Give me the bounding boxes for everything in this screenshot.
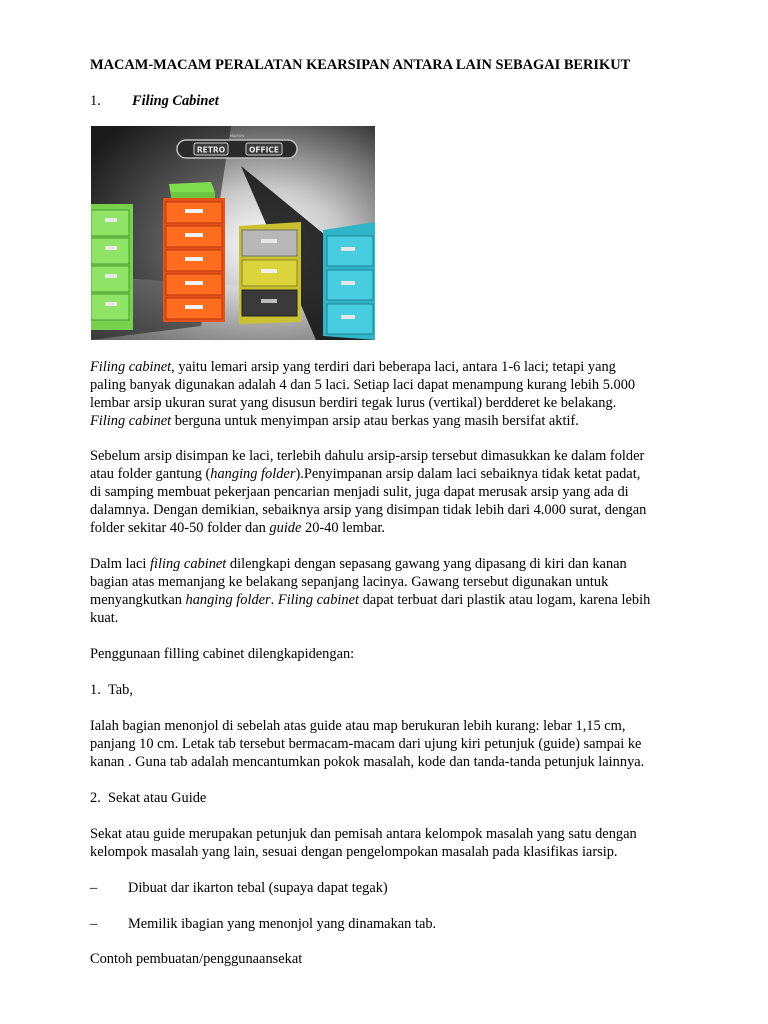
paragraph-line: paling banyak digunakan adalah 4 dan 5 laci. Setiap laci dapat menampung kurang lebih 5.000	[90, 377, 636, 393]
yellow-cabinet	[239, 222, 301, 324]
italic-term: Filing cabinet	[90, 413, 172, 429]
green-cabinet	[91, 204, 133, 330]
paragraph-line: panjang 10 cm. Letak tab tersebut bermacam-macam dari ujung kiri petunjuk (guide) sampai ke	[90, 736, 642, 752]
italic-term: filing cabinet	[149, 556, 227, 572]
paragraph-filing-cabinet-definition	[90, 358, 635, 430]
italic-term: guide	[269, 520, 302, 536]
paragraph-line: dalamnya. Dengan demikian, sebaiknya arsip yang disimpan tidak lebih dari 4.000 surat, dengan	[90, 502, 647, 518]
paragraph-line	[90, 555, 650, 573]
text-run: berguna untuk menyimpan arsip atau berkas yang masih bersifat aktif.	[171, 413, 579, 429]
paragraph-example-caption: Contoh pembuatan/penggunaansekat	[90, 951, 303, 967]
italic-term: hanging folder	[185, 592, 271, 608]
sign-word-2: OFFICE	[248, 145, 280, 155]
italic-term: Filing cabinet	[277, 592, 360, 608]
paragraph-usage-intro: Penggunaan filling cabinet dilengkapidengan:	[90, 646, 355, 662]
paragraph-line	[90, 591, 650, 609]
text-run: dapat terbuat dari plastik atau logam, karena lebih	[359, 592, 651, 608]
paragraph-line: Sebelum arsip disimpan ke laci, terlebih dahulu arsip-arsip tersebut dimasukkan ke dalam folder	[90, 448, 645, 464]
bullet-text: Memilik ibagian yang menonjol yang dinamakan tab.	[128, 916, 437, 932]
paragraph-line: kuat.	[90, 610, 119, 626]
bullet-dash: –	[90, 916, 98, 932]
paragraph-folder-storage	[90, 447, 646, 537]
text-run: atau folder gantung (	[90, 466, 211, 482]
bullet-text: Dibuat dar ikarton tebal (supaya dapat tegak)	[128, 880, 388, 896]
paragraph-line	[90, 465, 646, 483]
paragraph-line: Ialah bagian menonjol di sebelah atas guide atau map berukuran lebih kurang: lebar 1,15 cm,	[90, 718, 626, 734]
list-item-tab: 1. Tab,	[90, 682, 133, 698]
text-run: ).Penyimpanan arsip dalam laci sebaiknya tidak ketat padat,	[295, 466, 641, 482]
paragraph-line: kanan . Guna tab adalah mencantumkan pokok masalah, kode dan tanda-tanda petunjuk lainnya.	[90, 754, 645, 770]
orange-cabinet	[163, 198, 225, 322]
paragraph-line	[90, 358, 635, 376]
filing-cabinet-photo	[91, 126, 375, 340]
sign-word-1: RETRO	[196, 145, 226, 155]
paragraph-line	[90, 519, 646, 537]
section-1-number: 1.	[90, 93, 101, 109]
text-run: .	[270, 592, 278, 608]
section-1-title: Filing Cabinet	[132, 93, 219, 109]
italic-term: hanging folder	[210, 466, 296, 482]
paragraph-guide-description	[90, 825, 637, 861]
text-run: , yaitu lemari arsip yang terdiri dari beberapa laci, antara 1-6 laci; tetapi yang	[171, 359, 616, 375]
paragraph-line: kelompok masalah yang lain, sesuai dengan pengelompokan masalah pada klasifikas iarsip.	[90, 844, 618, 860]
text-run: folder sekitar 40-50 folder dan	[90, 520, 270, 536]
paragraph-tab-description	[90, 717, 644, 771]
text-run: Dalm laci	[90, 556, 150, 572]
paragraph-line: di samping membuat pekerjaan pencarian menjadi sulit, juga dapat merusak arsip yang ada di	[90, 484, 629, 500]
document-heading: MACAM-MACAM PERALATAN KEARSIPAN ANTARA LAIN SEBAGAI BERIKUT	[90, 57, 631, 73]
paragraph-drawer-rails	[90, 555, 650, 627]
text-run: menyangkutkan	[90, 592, 186, 608]
text-run: 20-40 lembar.	[301, 520, 385, 536]
text-run: dilengkapi dengan sepasang gawang yang dipasang di kiri dan kanan	[226, 556, 627, 572]
paragraph-line: lembar arsip ukuran surat yang disusun berdiri tegak lurus (vertikal) berdderet ke belakang.	[90, 395, 617, 411]
paragraph-line: Sekat atau guide merupakan petunjuk dan pemisah antara kelompok masalah yang satu dengan	[90, 826, 637, 842]
teal-cabinet	[323, 222, 375, 340]
paragraph-line: bagian atas memanjang ke belakang sepanjang lacinya. Gawang tersebut digunakan untuk	[90, 574, 609, 590]
list-item-guide: 2. Sekat atau Guide	[90, 790, 207, 806]
sign-small-text: MAISON	[229, 134, 245, 138]
paragraph-line	[90, 412, 635, 430]
bullet-dash: –	[90, 880, 98, 896]
italic-term: Filing cabinet	[90, 359, 172, 375]
green-box	[169, 182, 215, 200]
